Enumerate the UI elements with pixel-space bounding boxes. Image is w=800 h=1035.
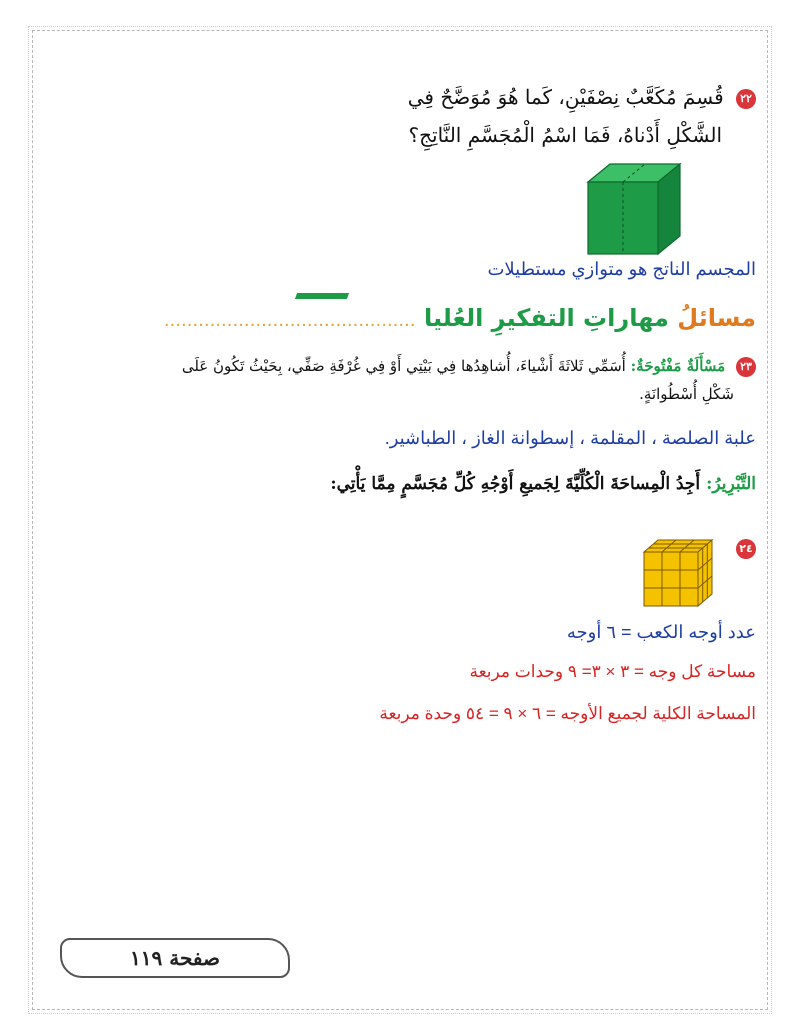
question-22-answer: المجسم الناتج هو متوازي مستطيلات bbox=[487, 259, 756, 279]
cube-face-area: مساحة كل وجه = ٣ × ٣= ٩ وحدات مربعة bbox=[469, 662, 756, 681]
reasoning-line bbox=[66, 474, 756, 494]
yellow-cube-figure bbox=[640, 536, 716, 610]
open-problem-label: مَسْأَلَةٌ مَفْتُوحَةٌ: bbox=[630, 357, 726, 375]
section-title-skills: مهاراتِ التفكيرِ العُليا bbox=[423, 304, 669, 332]
section-title bbox=[76, 304, 756, 332]
question-22-line1: قُسِمَ مُكَعَّبٌ نِصْفَيْنِ، كَما هُوَ مُوَضَّحٌ فِي bbox=[407, 85, 724, 109]
section-title-dots: ............................................ bbox=[163, 310, 416, 331]
page-number-box bbox=[60, 938, 290, 978]
question-number-badge: ٢٣ bbox=[736, 357, 756, 377]
rectangular-prism-figure bbox=[578, 160, 686, 258]
question-23-answer: علبة الصلصة ، المقلمة ، إسطوانة الغاز ، الطباشير. bbox=[384, 428, 756, 448]
question-23-line2: شَكْلِ أُسْطُوانَةٍ. bbox=[639, 385, 734, 403]
cube-faces-count: عدد أوجه الكعب = ٦ أوجه bbox=[566, 622, 756, 642]
decorative-green-bar bbox=[295, 293, 349, 299]
question-24 bbox=[730, 538, 756, 559]
question-22 bbox=[96, 78, 756, 154]
question-23 bbox=[66, 352, 756, 408]
reasoning-text: أَجِدُ الْمِساحَةَ الْكُلِّيَّةَ لِجَميعِ أَوْجُهِ كُلِّ مُجَسَّمٍ مِمَّا يَأْتِي: bbox=[330, 474, 701, 494]
page-number-label: صفحة ١١٩ bbox=[130, 946, 220, 970]
cube-total-area: المساحة الكلية لجميع الأوجه = ٦ × ٩ = ٥٤ وحدة مربعة bbox=[379, 704, 756, 723]
question-22-line2: الشَّكْلِ أَدْناهُ، فَمَا اسْمُ الْمُجَسَّمِ النَّاتِجِ؟ bbox=[408, 123, 722, 147]
question-23-line1: أُسَمِّي ثَلاثَةَ أَشْياءَ، أُشاهِدُها فِي بَيْتِي أَوْ فِي غُرْفَةِ صَفِّي، بِحَيْثُ تَكُونُ عَلَى bbox=[181, 357, 626, 375]
reasoning-label: التَّبْرِيرُ: bbox=[706, 474, 756, 494]
section-title-word: مسائلُ bbox=[677, 304, 756, 332]
question-number-badge: ٢٤ bbox=[736, 539, 756, 559]
question-number-badge: ٢٢ bbox=[736, 89, 756, 109]
